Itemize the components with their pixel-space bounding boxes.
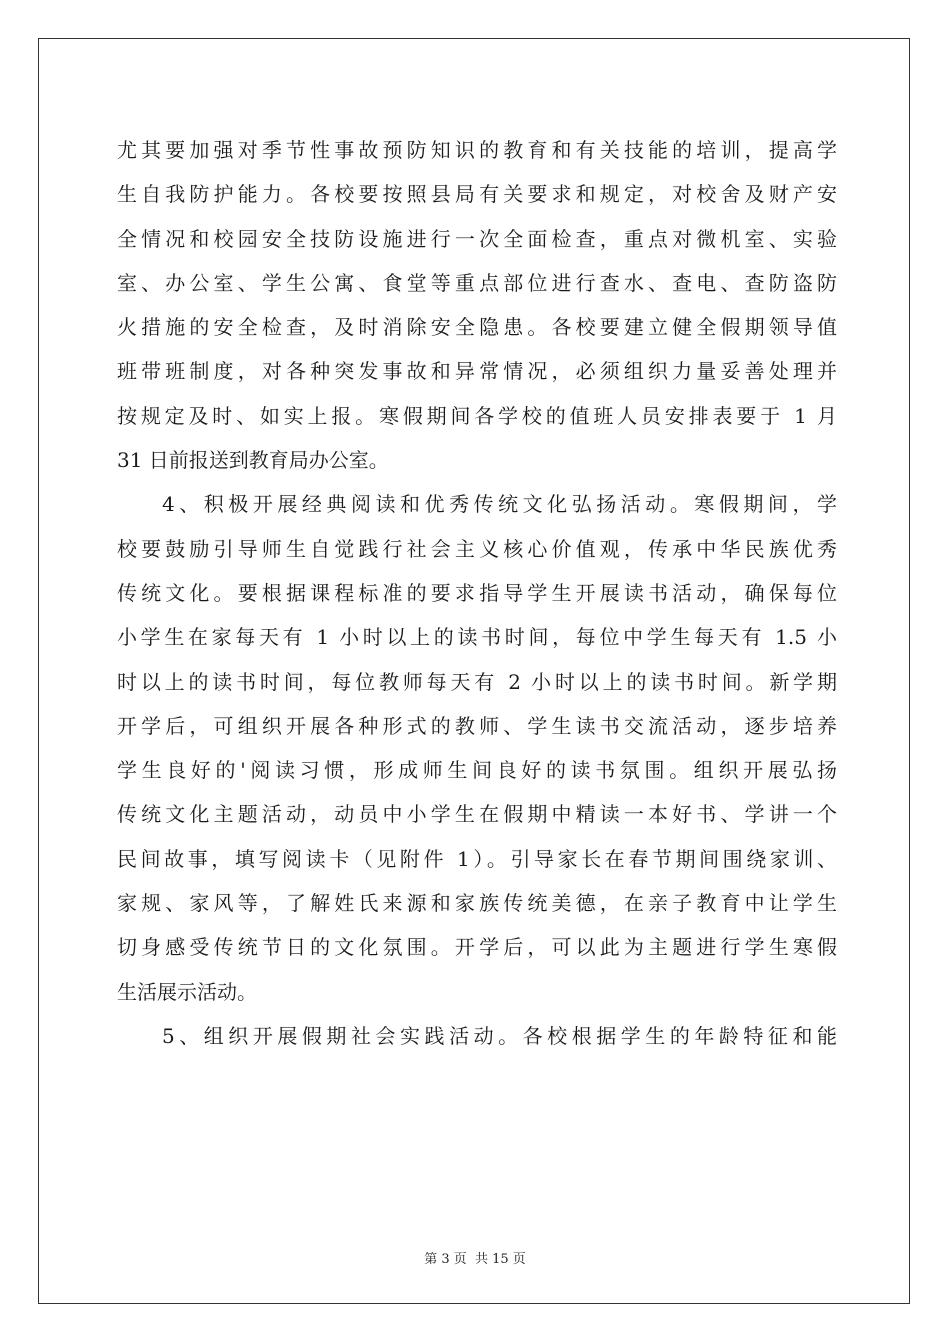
document-body: [117, 128, 837, 1058]
text-line: 传统文化。要根据课程标准的要求指导学生开展读书活动，确保每位: [117, 580, 837, 605]
paragraph: [117, 482, 837, 1014]
text-line: 开学后，可组织开展各种形式的教师、学生读书交流活动，逐步培养: [117, 713, 837, 738]
paragraph: [117, 128, 837, 482]
text-line: 31 日前报送到教育局办公室。: [117, 448, 389, 473]
text-line: 校要鼓励引导师生自觉践行社会主义核心价值观，传承中华民族优秀: [117, 536, 837, 561]
text-line: 切身感受传统节日的文化氛围。开学后，可以此为主题进行学生寒假: [117, 935, 837, 960]
total-pages-label: 共 15 页: [474, 1252, 526, 1267]
text-line: 室、办公室、学生公寓、食堂等重点部位进行查水、查电、查防盗防: [117, 270, 837, 295]
text-line: 家规、家风等，了解姓氏来源和家族传统美德，在亲子教育中让学生: [117, 891, 837, 916]
text-line: 时以上的读书时间，每位教师每天有 2 小时以上的读书时间。新学期: [117, 669, 837, 694]
current-page-label: 第 3 页: [424, 1252, 467, 1267]
text-line: 传统文化主题活动，动员中小学生在假期中精读一本好书、学讲一个: [117, 802, 837, 827]
text-line: 5、组织开展假期社会实践活动。各校根据学生的年龄特征和能: [162, 1023, 837, 1048]
text-line: 火措施的安全检查，及时消除安全隐患。各校要建立健全假期领导值: [117, 315, 837, 340]
text-line: 全情况和校园安全技防设施进行一次全面检查，重点对微机室、实验: [117, 226, 837, 251]
text-line: 4、积极开展经典阅读和优秀传统文化弘扬活动。寒假期间，学: [162, 492, 837, 517]
paragraph: [117, 1014, 837, 1058]
text-line: 班带班制度，对各种突发事故和异常情况，必须组织力量妥善处理并: [117, 359, 837, 384]
text-line: 生活展示活动。: [117, 979, 257, 1004]
text-line: 生自我防护能力。各校要按照县局有关要求和规定，对校舍及财产安: [117, 182, 837, 207]
text-line: 按规定及时、如实上报。寒假期间各学校的值班人员安排表要于 1 月: [117, 403, 837, 428]
text-line: 尤其要加强对季节性事故预防知识的教育和有关技能的培训，提高学: [117, 138, 837, 162]
text-line: 民间故事，填写阅读卡（见附件 1）。引导家长在春节期间围绕家训、: [117, 846, 837, 871]
text-line: 小学生在家每天有 1 小时以上的读书时间，每位中学生每天有 1.5 小: [117, 625, 837, 650]
page-footer: [0, 1248, 950, 1267]
text-line: 学生良好的'阅读习惯，形成师生间良好的读书氛围。组织开展弘扬: [117, 758, 837, 783]
